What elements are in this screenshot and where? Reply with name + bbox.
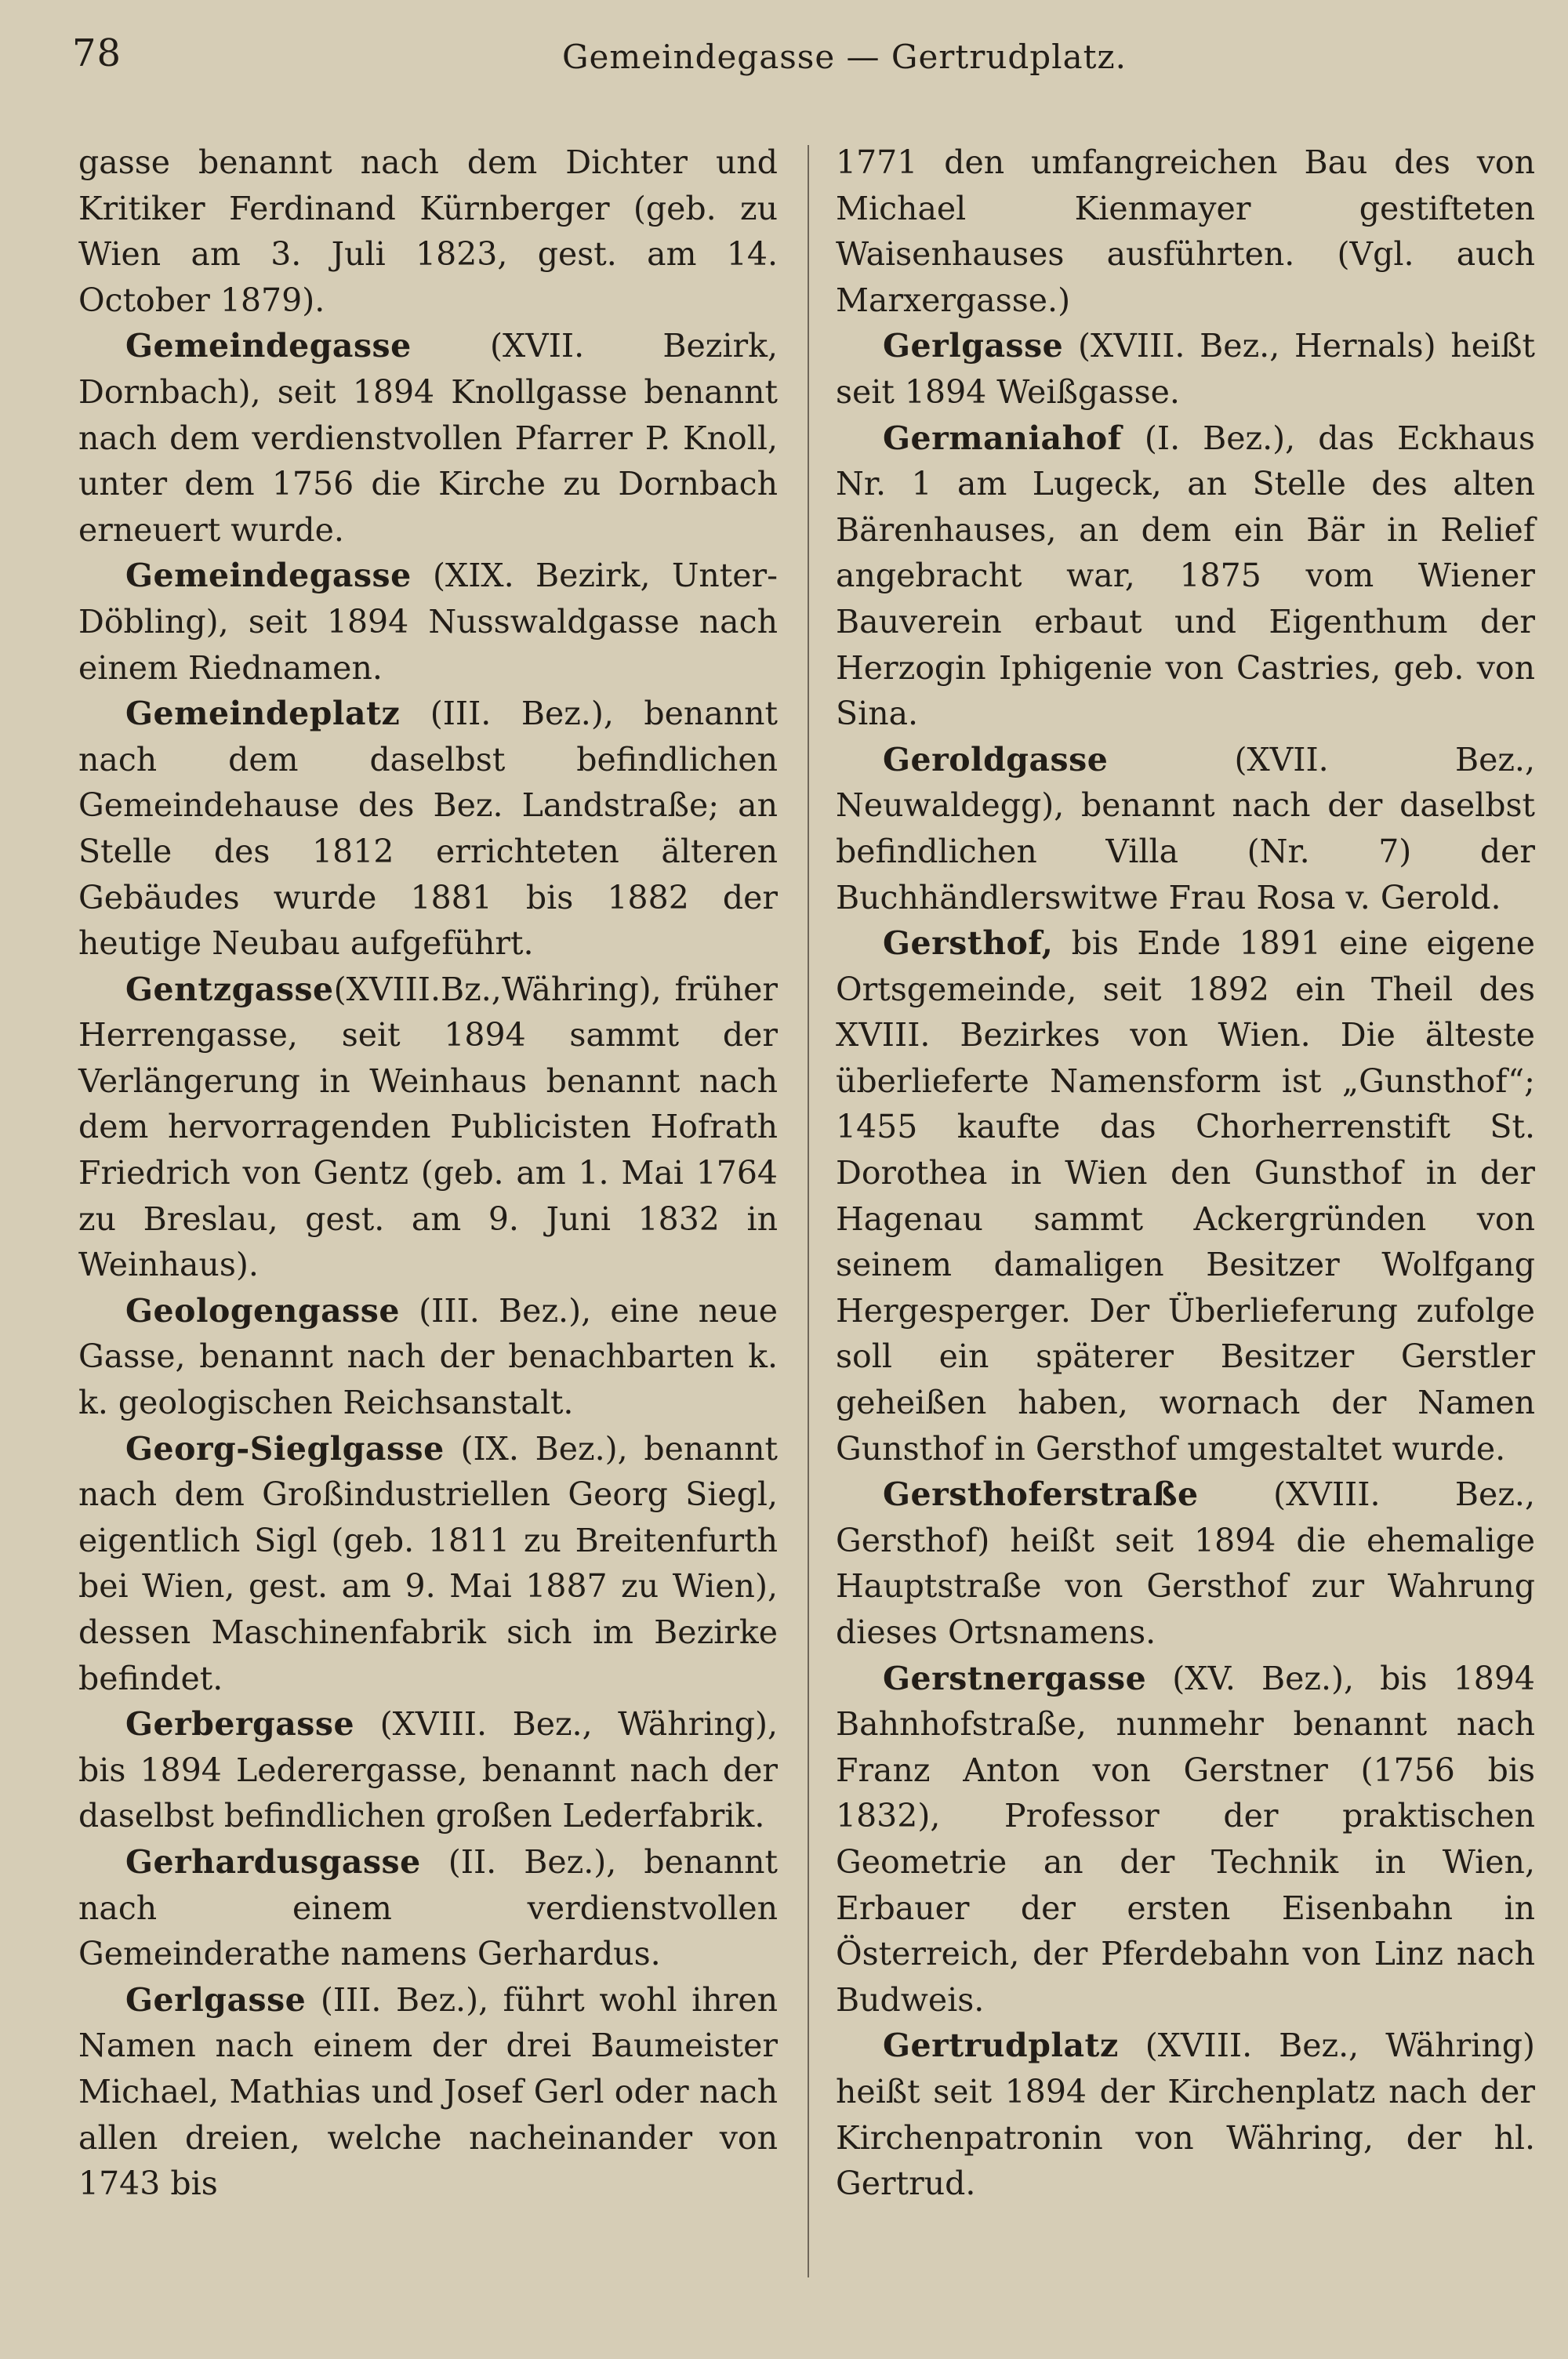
entry-text: (XVII. Bezirk, Dornbach), seit 1894 Knollgasse benannt nach dem verdienstvollen Pfarrer P. Knoll, unter dem 1756 die Kirche zu Dornbach erneuert wurde. <box>78 327 778 549</box>
entry-lemma: Gertrudplatz <box>883 2027 1119 2065</box>
entry-text: (XVIII. Bez., Gersthof) heißt seit 1894 die ehemalige Hauptstraße von Gersthof zur Wahrung dieses Ortsnamens. <box>836 1475 1535 1651</box>
entry <box>78 1288 778 1426</box>
entry-lemma: Gerlgasse <box>883 327 1064 365</box>
right-column <box>836 140 1535 2207</box>
entry <box>78 691 778 967</box>
entry-text: (XVIII. Bez., Hernals) heißt seit 1894 Weißgasse. <box>836 327 1535 411</box>
entry-text: (IX. Bez.), benannt nach dem Großindustriellen Georg Siegl, eigentlich Sigl (geb. 1811 zu Breitenfurth bei Wien, gest. am 9. Mai 1887 zu Wien), dessen Maschinenfabrik sich im Bezirke befindet. <box>78 1429 778 1697</box>
entry-lemma: Gentzgasse <box>125 970 334 1008</box>
entry <box>78 1839 778 1977</box>
entry-lemma: Gersthoferstraße <box>883 1475 1199 1514</box>
entry <box>836 2023 1535 2206</box>
entry-lemma: Gemeindeplatz <box>125 695 401 733</box>
entry <box>78 1977 778 2207</box>
entry-lemma: Germaniahof <box>883 419 1122 457</box>
entry <box>836 1472 1535 1655</box>
entry <box>78 1701 778 1839</box>
entry-text: (XVIII. Bez., Währing), bis 1894 Lederergasse, benannt nach der daselbst befindlichen großen Lederfabrik. <box>78 1705 778 1835</box>
entry-text: (III. Bez.), eine neue Gasse, benannt nach der benachbarten k. k. geologischen Reichsanstalt. <box>78 1291 778 1422</box>
entry-text: (III. Bez.), führt wohl ihren Namen nach einem der drei Baumeister Michael, Mathias und Josef Gerl oder nach allen dreien, welche nacheinander von 1743 bis <box>78 1980 778 2203</box>
entry-lemma: Gerbergasse <box>125 1705 355 1744</box>
entry <box>836 920 1535 1472</box>
entry-lemma: Gersthof, <box>883 924 1054 963</box>
column-divider <box>808 145 809 2277</box>
running-title: Gemeindegasse — Gertrudplatz. <box>562 38 1127 76</box>
entry <box>78 553 778 691</box>
entry <box>836 737 1535 920</box>
entry <box>78 323 778 553</box>
page-number: 78 <box>72 31 122 75</box>
entry <box>836 416 1535 737</box>
entry-text: (XVIII. Bez., Währing) heißt seit 1894 der Kirchenplatz nach der Kirchenpatronin von Währing, der hl. Gertrud. <box>836 2027 1535 2203</box>
entry-text: (III. Bez.), benannt nach dem daselbst befindlichen Gemeindehause des Bez. Landstraße; an Stelle des 1812 errichteten älteren Gebäudes wurde 1881 bis 1882 der heutige Neubau aufgeführt. <box>78 695 778 963</box>
entry-lemma: Geroldgasse <box>883 740 1109 778</box>
entry-text: (II. Bez.), benannt nach einem verdienstvollen Gemeinderathe namens Gerhardus. <box>78 1842 778 1973</box>
entry-text: bis Ende 1891 eine eigene Ortsgemeinde, seit 1892 ein Theil des XVIII. Bezirkes von Wien. Die älteste überlieferte Namensform ist „Gunsthof“; 1455 kaufte das Chorherrenstift St. Dorothea in Wien den Gunsthof in der Hagenau sammt Ackergründen von seinem damaligen Besitzer Wolfgang Hergesperger. Der Überlieferung zufolge soll ein späterer Besitzer Gerstler geheißen haben, wornach der Namen Gunsthof in Gersthof umgestaltet wurde. <box>836 924 1535 1468</box>
running-head <box>72 31 1521 94</box>
entry-lemma: Gerstnergasse <box>883 1659 1147 1697</box>
entry-text: (XVIII.Bz.,Währing), früher Herrengasse, seit 1894 sammt der Verlängerung in Weinhaus benannt nach dem hervorragenden Publicisten Hofrath Friedrich von Gentz (geb. am 1. Mai 1764 zu Breslau, gest. am 9. Juni 1832 in Weinhaus). <box>78 970 778 1284</box>
entry-text: (I. Bez.), das Eckhaus Nr. 1 am Lugeck, an Stelle des alten Bärenhauses, an dem ein Bär in Relief angebracht war, 1875 vom Wiener Bauverein erbaut und Eigenthum der Herzogin Iphigenie von Castries, geb. von Sina. <box>836 419 1535 733</box>
entry <box>836 323 1535 415</box>
entry-text: gasse benannt nach dem Dichter und Kritiker Ferdinand Kürnberger (geb. zu Wien am 3. Juli 1823, gest. am 14. October 1879). <box>78 143 778 319</box>
entry-lemma: Gemeindegasse <box>125 327 412 365</box>
entry-lemma: Gerlgasse <box>125 1980 307 2019</box>
entry-text: (XV. Bez.), bis 1894 Bahnhofstraße, nunmehr benannt nach Franz Anton von Gerstner (1756 bis 1832), Professor der praktischen Geometrie an der Technik in Wien, Erbauer der ersten Eisenbahn in Österreich, der Pferdebahn von Linz nach Budweis. <box>836 1659 1535 2019</box>
entry <box>836 1656 1535 2023</box>
entry-text: (XVII. Bez., Neuwaldegg), benannt nach der daselbst befindlichen Villa (Nr. 7) der Buchhändlerswitwe Frau Rosa v. Gerold. <box>836 740 1535 916</box>
entry-text: 1771 den umfangreichen Bau des von Michael Kienmayer gestifteten Waisenhauses ausführten. (Vgl. auch Marxergasse.) <box>836 143 1535 319</box>
entry-lemma: Gerhardusgasse <box>125 1842 421 1881</box>
entry-text: (XIX. Bezirk, Unter-Döbling), seit 1894 Nusswaldgasse nach einem Riednamen. <box>78 557 778 687</box>
left-column <box>78 140 778 2207</box>
entry-lemma: Gemeindegasse <box>125 557 412 595</box>
entry-lemma: Geologengasse <box>125 1291 400 1330</box>
entry <box>836 140 1535 323</box>
entry-lemma: Georg-Sieglgasse <box>125 1429 445 1468</box>
entry <box>78 1426 778 1702</box>
entry <box>78 140 778 323</box>
entry <box>78 967 778 1288</box>
